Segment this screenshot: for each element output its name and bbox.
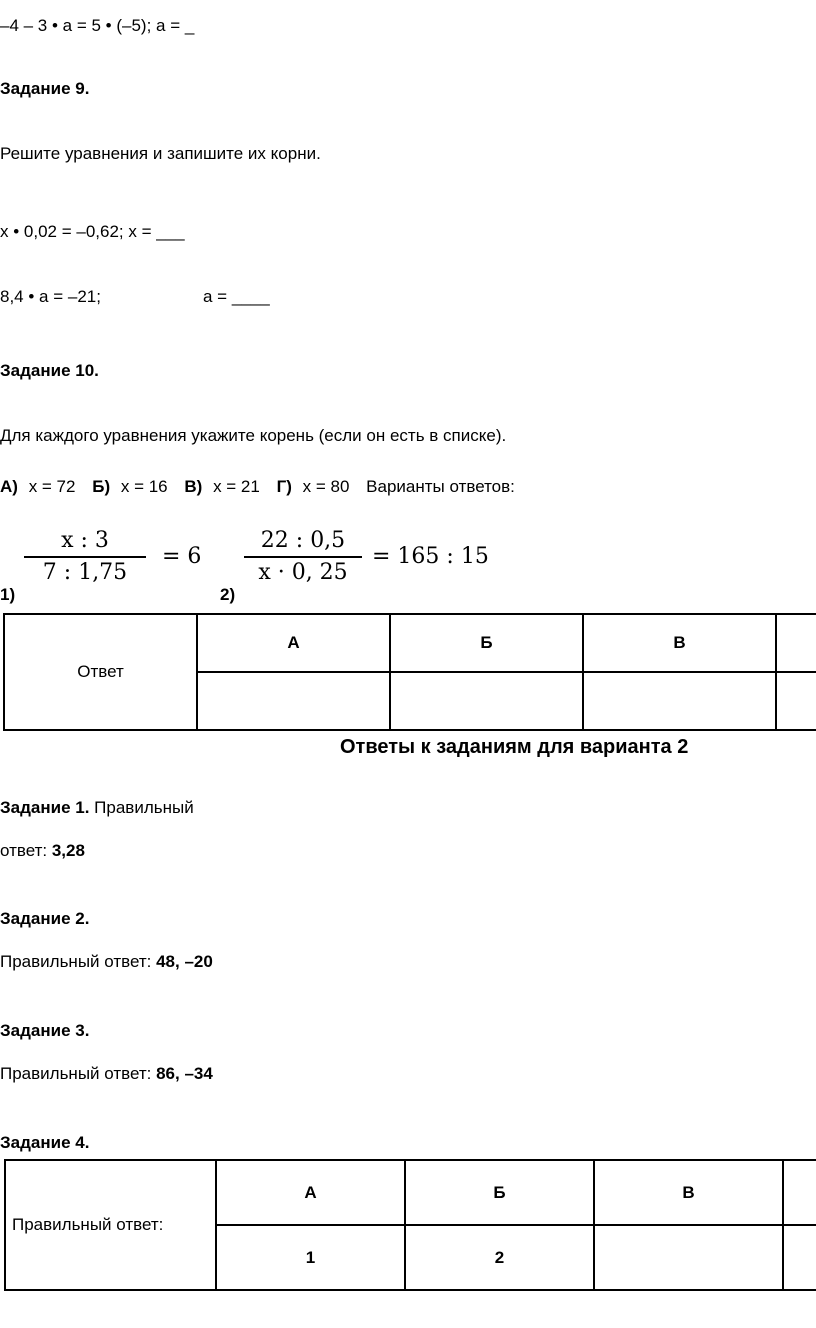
answer-2-line — [0, 952, 213, 972]
option-b-value: x = 16 — [120, 477, 168, 496]
task10-answer-table — [3, 613, 816, 731]
answer-3-line — [0, 1064, 213, 1084]
answer-header-a: А — [197, 614, 390, 672]
answer-2-value: 48, –20 — [156, 952, 213, 971]
answer-4-row-label: Правильный ответ: — [5, 1160, 216, 1290]
answer-cell-a[interactable] — [197, 672, 390, 730]
option-g-value: x = 80 — [302, 477, 350, 496]
answer-row-label: Ответ — [4, 614, 197, 730]
task9-instruction: Решите уравнения и запишите их корни. — [0, 144, 321, 163]
options-label: Варианты ответов: — [366, 477, 515, 496]
answer-4-header-v: В — [594, 1160, 783, 1225]
answer-header-b: Б — [390, 614, 583, 672]
task9-equation-2-right: a = ____ — [203, 287, 270, 306]
answer-header-extra — [776, 614, 816, 672]
answer-4-value-v — [594, 1225, 783, 1290]
answer-4-value-extra — [783, 1225, 816, 1290]
answer-header-v: В — [583, 614, 776, 672]
answer-3-value: 86, –34 — [156, 1064, 213, 1083]
answer-4-table — [4, 1159, 816, 1291]
answer-4-heading: Задание 4. — [0, 1133, 90, 1152]
equation-1-label: 1) — [0, 585, 16, 604]
answers-title: Ответы к заданиям для варианта 2 — [340, 736, 689, 758]
task10-instruction: Для каждого уравнения укажите корень (если он есть в списке). — [0, 426, 507, 445]
equation-1-numerator: x : 3 — [24, 526, 146, 558]
option-v-letter: В) — [184, 477, 203, 496]
answer-2-heading: Задание 2. — [0, 909, 90, 928]
answer-1-heading: Задание 1. — [0, 798, 90, 817]
equation-2-fraction — [244, 526, 362, 588]
answer-3-heading: Задание 3. — [0, 1021, 90, 1040]
equation-2-numerator: 22 : 0,5 — [244, 526, 362, 558]
task9-equation-2-left: 8,4 • a = –21; — [0, 287, 101, 306]
answer-4-value-b: 2 — [405, 1225, 594, 1290]
task9-heading: Задание 9. — [0, 79, 90, 98]
option-a-letter: А) — [0, 477, 18, 496]
answer-2-prefix: Правильный ответ: — [0, 952, 157, 971]
option-a-value: x = 72 — [28, 477, 76, 496]
equation-2-rhs: = 165 : 15 — [372, 544, 489, 569]
answer-4-value-a: 1 — [216, 1225, 405, 1290]
option-b-letter: Б) — [92, 477, 111, 496]
option-v-value: x = 21 — [213, 477, 260, 496]
equation-2-label: 2) — [220, 585, 236, 604]
answer-3-prefix: Правильный ответ: — [0, 1064, 157, 1083]
answer-1-value: 3,28 — [51, 841, 85, 860]
equation-2-denominator: x · 0, 25 — [258, 560, 348, 585]
answer-4-header-extra — [783, 1160, 816, 1225]
answer-4-header-b: Б — [405, 1160, 594, 1225]
answer-cell-b[interactable] — [390, 672, 583, 730]
task9-equation-1: x • 0,02 = –0,62; x = ___ — [0, 222, 185, 241]
top-equation: –4 – 3 • a = 5 • (–5); a = _ — [0, 16, 195, 35]
equation-1-fraction — [24, 526, 146, 588]
answer-1-line-2 — [0, 841, 85, 861]
answer-1-line-1 — [0, 798, 194, 818]
task10-heading: Задание 10. — [0, 361, 99, 380]
answer-1-text: Правильный — [89, 798, 194, 817]
answer-cell-extra[interactable] — [776, 672, 816, 730]
equation-1-rhs: = 6 — [162, 544, 202, 569]
answer-4-header-a: А — [216, 1160, 405, 1225]
equation-1-denominator: 7 : 1,75 — [42, 560, 128, 585]
task10-options — [0, 477, 515, 497]
option-g-letter: Г) — [276, 477, 292, 496]
answer-1-prefix: ответ: — [0, 841, 52, 860]
answer-cell-v[interactable] — [583, 672, 776, 730]
